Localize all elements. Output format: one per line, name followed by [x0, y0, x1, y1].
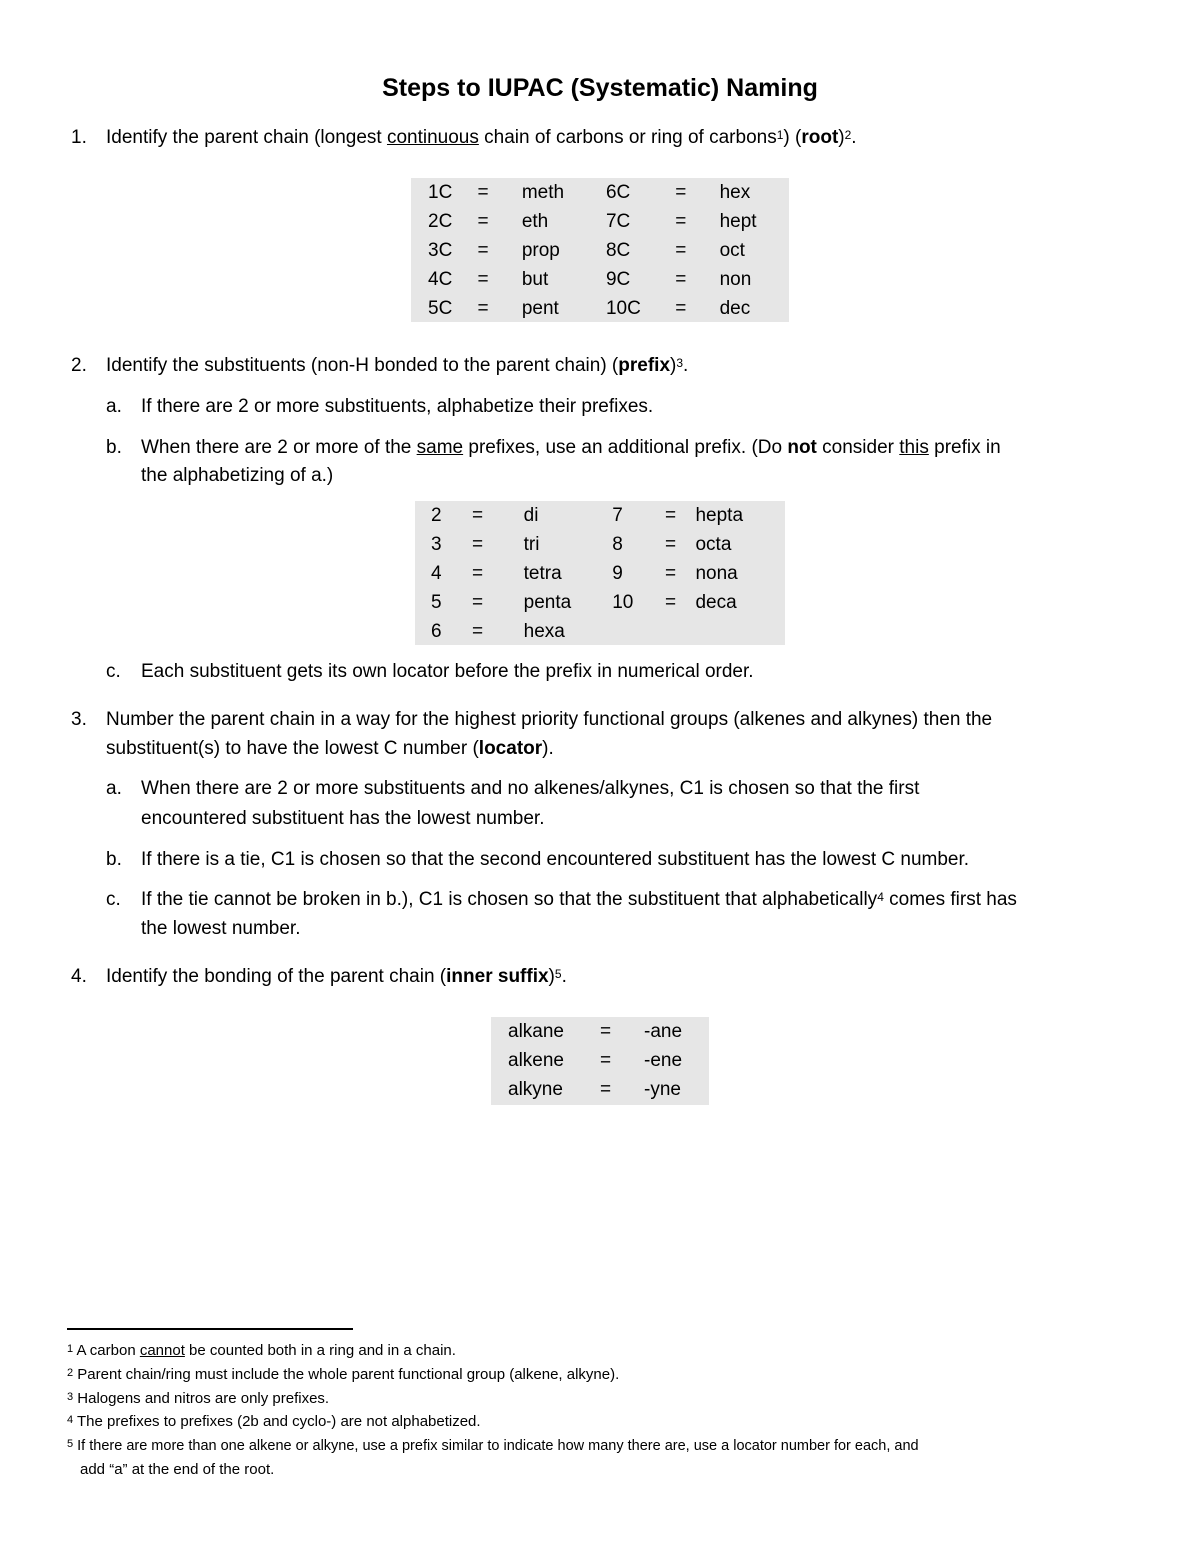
table-row: [431, 530, 785, 559]
table-cell: =: [600, 1021, 612, 1042]
table-row: [428, 178, 789, 207]
step-text: Identify the bonding of the parent chain (inner suffix)$^5$.: [106, 966, 567, 987]
table-row: [431, 588, 785, 617]
substep-text: If there are 2 or more substituents, alphabetize their prefixes.: [141, 396, 654, 417]
table-cell: tri: [523, 534, 540, 555]
substep-text: When there are 2 or more substituents and no alkenes/alkynes, C1 is chosen so that the first: [141, 778, 920, 799]
substep-label: a.: [106, 396, 122, 417]
table-cell: =: [471, 505, 484, 526]
table-cell: deca: [695, 592, 737, 613]
table-cell: pent: [521, 298, 559, 319]
table-cell: octa: [695, 534, 732, 555]
table-cell: =: [675, 182, 687, 203]
table-row: [508, 1075, 704, 1104]
table-cell: di: [523, 505, 539, 526]
table-cell: 6: [431, 621, 442, 642]
table-cell: =: [665, 505, 677, 526]
table-cell: tetra: [523, 563, 562, 584]
table-cell: 7C: [605, 211, 631, 232]
step-number: 4.: [71, 966, 87, 987]
substep-text: If the tie cannot be broken in b.), C1 is chosen so that the substituent that alphabetically$^4$ comes first has: [141, 889, 1017, 910]
substep-label: c.: [106, 661, 121, 682]
table-cell: alkane: [508, 1021, 564, 1042]
carbon-count-table: [411, 178, 789, 322]
table-cell: hexa: [523, 621, 565, 642]
table-cell: =: [477, 182, 489, 203]
table-cell: hept: [719, 211, 757, 232]
table-cell: [612, 617, 665, 646]
table-cell: =: [665, 563, 677, 584]
table-cell: dec: [719, 298, 751, 319]
table-cell: =: [471, 592, 484, 613]
step-number: 2.: [71, 355, 87, 376]
table-cell: 10C: [605, 298, 641, 319]
table-cell: =: [471, 621, 484, 642]
table-cell: =: [600, 1079, 612, 1100]
table-cell: -ane: [644, 1021, 683, 1042]
table-cell: =: [471, 563, 484, 584]
table-cell: 4: [431, 563, 442, 584]
table-cell: =: [477, 269, 489, 290]
table-cell: hepta: [695, 505, 744, 526]
table-cell: =: [471, 534, 484, 555]
table-cell: -yne: [644, 1079, 681, 1100]
table-cell: [695, 617, 785, 646]
table-cell: =: [477, 240, 489, 261]
table-cell: penta: [523, 592, 572, 613]
substep-text: If there is a tie, C1 is chosen so that the second encountered substituent has the lowest C number.: [141, 849, 970, 870]
step-text-continued: substituent(s) to have the lowest C number (locator).: [106, 738, 554, 759]
table-cell: 8: [612, 534, 623, 555]
table-cell: alkyne: [508, 1079, 563, 1100]
table-cell: 9C: [605, 269, 631, 290]
table-cell: -ene: [644, 1050, 683, 1071]
table-cell: [665, 617, 695, 646]
suffix-table: [491, 1017, 709, 1105]
substep-text: Each substituent gets its own locator before the prefix in numerical order.: [141, 661, 754, 682]
step-text: Identify the substituents (non-H bonded to the parent chain) (prefix)$^3$.: [106, 355, 689, 376]
table-cell: 7: [612, 505, 623, 526]
table-cell: =: [675, 211, 687, 232]
table-cell: 5C: [428, 298, 453, 319]
table-cell: 9: [612, 563, 623, 584]
table-row: [428, 236, 789, 265]
footnote-1: $^1$ A carbon cannot be counted both in a ring and in a chain.: [67, 1342, 456, 1359]
step-text: Identify the parent chain (longest continuous chain of carbons or ring of carbons$^1$) (root)$^2$.: [106, 127, 857, 148]
table-cell: 3: [431, 534, 442, 555]
table-cell: oct: [719, 240, 745, 261]
step-number: 1.: [71, 127, 87, 148]
table-cell: =: [675, 298, 687, 319]
table-cell: but: [521, 269, 549, 290]
step-number: 3.: [71, 709, 87, 730]
substep-text: When there are 2 or more of the same prefixes, use an additional prefix. (Do not consider this prefix in: [141, 437, 1001, 458]
table-row: [428, 207, 789, 236]
table-cell: =: [665, 592, 677, 613]
table-cell: prop: [521, 240, 560, 261]
table-row: [428, 294, 789, 323]
footnote-5-continued: add “a” at the end of the root.: [80, 1461, 275, 1478]
footnote-2: $^2$ Parent chain/ring must include the whole parent functional group (alkene, alkyne).: [67, 1366, 620, 1383]
table-cell: =: [665, 534, 677, 555]
table-cell: 1C: [428, 182, 453, 203]
substep-text-continued: the lowest number.: [141, 918, 301, 939]
multiplier-prefix-table: [415, 501, 785, 645]
footnote-separator: [67, 1328, 353, 1330]
table-cell: 6C: [605, 182, 631, 203]
substep-label: c.: [106, 889, 121, 910]
substep-label: b.: [106, 849, 122, 870]
table-cell: hex: [719, 182, 751, 203]
table-row: [428, 265, 789, 294]
substep-text-continued: encountered substituent has the lowest number.: [141, 808, 545, 829]
table-row: [431, 501, 785, 530]
table-cell: non: [719, 269, 752, 290]
substep-text-continued: the alphabetizing of a.): [141, 465, 334, 486]
table-cell: alkene: [508, 1050, 564, 1071]
footnote-5: $^5$ If there are more than one alkene or alkyne, use a prefix similar to indicate how many there are, use a locator number for each, and: [67, 1438, 919, 1454]
table-cell: 5: [431, 592, 442, 613]
table-cell: =: [600, 1050, 612, 1071]
table-cell: =: [477, 211, 489, 232]
table-cell: 3C: [428, 240, 453, 261]
substep-label: a.: [106, 778, 122, 799]
table-row: [508, 1017, 704, 1046]
table-cell: meth: [521, 182, 565, 203]
step-text: Number the parent chain in a way for the highest priority functional groups (alkenes and alkynes) then the: [106, 709, 993, 730]
table-row: [431, 617, 785, 646]
table-row: [431, 559, 785, 588]
table-cell: 2C: [428, 211, 453, 232]
table-cell: =: [477, 298, 489, 319]
footnote-3: $^3$ Halogens and nitros are only prefixes.: [67, 1390, 330, 1407]
table-cell: 4C: [428, 269, 453, 290]
table-cell: eth: [521, 211, 549, 232]
table-cell: =: [675, 269, 687, 290]
page-title: Steps to IUPAC (Systematic) Naming: [382, 74, 818, 102]
table-cell: 10: [612, 592, 634, 613]
table-cell: nona: [695, 563, 738, 584]
footnote-4: $^4$ The prefixes to prefixes (2b and cyclo-) are not alphabetized.: [67, 1413, 481, 1430]
table-row: [508, 1046, 704, 1075]
table-cell: =: [675, 240, 687, 261]
table-cell: 8C: [605, 240, 631, 261]
table-cell: 2: [431, 505, 442, 526]
substep-label: b.: [106, 437, 122, 458]
